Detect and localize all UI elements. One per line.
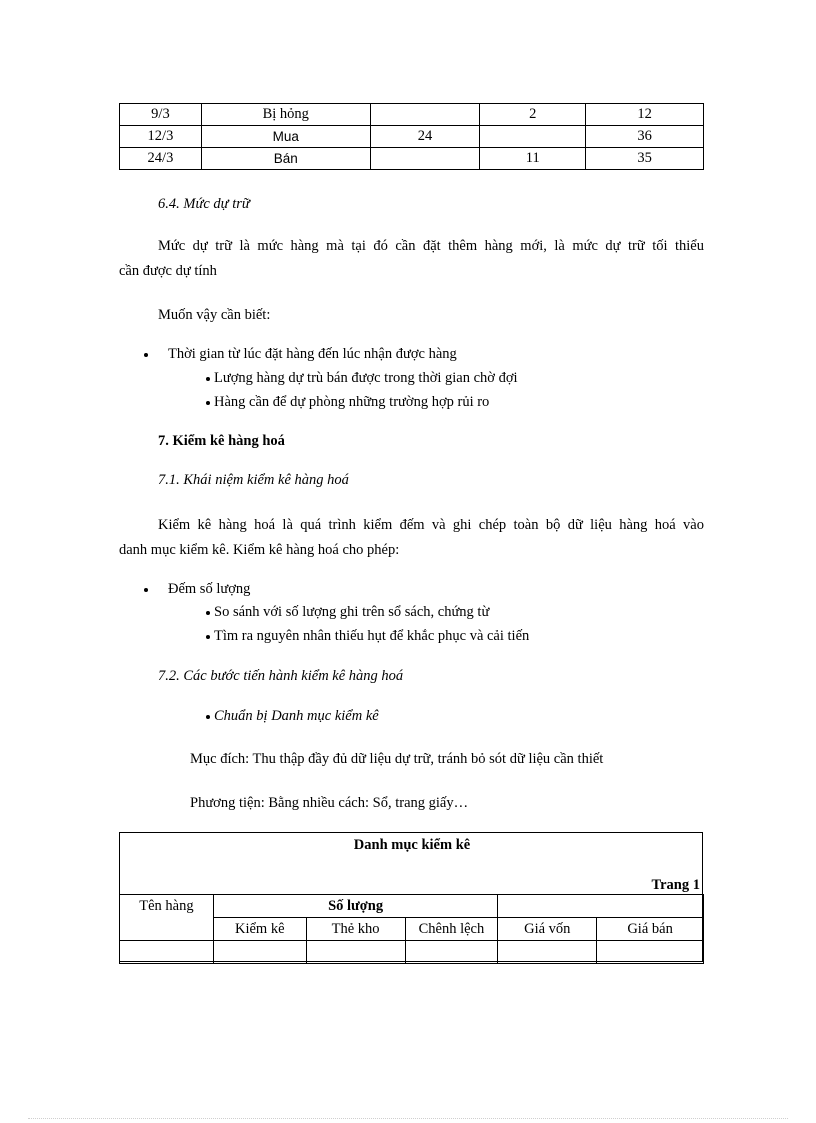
subcol-stock-card: Thẻ kho <box>306 918 405 941</box>
page-footer-line <box>28 1118 788 1119</box>
subcol-counted: Kiểm kê <box>213 918 306 941</box>
subcol-sale-price: Giá bán <box>597 918 704 941</box>
empty-cell <box>498 941 597 964</box>
table-row <box>120 126 704 148</box>
empty-cell <box>597 941 704 964</box>
empty-cell <box>213 941 306 964</box>
paragraph-6-4-line2: cần được dự tính <box>119 263 217 279</box>
purpose-text: Mục đích: Thu thập đầy đủ dữ liệu dự trữ, tránh bỏ sót dữ liệu cần thiết <box>190 751 604 767</box>
empty-cell <box>120 941 214 964</box>
paragraph-7-1-line2: danh mục kiểm kê. Kiểm kê hàng hoá cho phép: <box>119 542 400 558</box>
bullet-icon <box>144 581 152 598</box>
empty-cell <box>306 941 405 964</box>
description-cell: Bị hỏng <box>201 104 370 126</box>
date-cell: 24/3 <box>120 148 202 170</box>
inventory-form-title: Danh mục kiểm kê <box>353 837 471 853</box>
heading-7-2: 7.2. Các bước tiến hành kiểm kê hàng hoá <box>158 668 404 684</box>
bullet-icon <box>206 377 210 381</box>
table-row <box>120 148 704 170</box>
paragraph-7-1-line1: Kiểm kê hàng hoá là quá trình kiểm đếm và ghi chép toàn bộ dữ liệu hàng hoá vào <box>158 517 704 533</box>
need-know-text: Muốn vậy cần biết: <box>158 307 271 323</box>
balance-cell: 12 <box>586 104 704 126</box>
table-row <box>120 104 704 126</box>
heading-7: 7. Kiểm kê hàng hoá <box>158 433 285 449</box>
stock-movement-table <box>119 103 704 170</box>
inventory-form-page: Trang 1 <box>651 877 700 893</box>
step-prepare-list: Chuẩn bị Danh mục kiểm kê <box>206 708 379 725</box>
subcol-difference: Chênh lệch <box>405 918 498 941</box>
heading-7-1: 7.1. Khái niệm kiểm kê hàng hoá <box>158 472 349 488</box>
out-cell <box>480 126 586 148</box>
sub-bullet-safety-stock: Hàng cần để dự phòng những trường hợp rủi ro <box>206 394 489 411</box>
description-cell: Bán <box>201 148 370 170</box>
sub-bullet-find-cause: Tìm ra nguyên nhân thiếu hụt để khắc phục và cải tiến <box>206 628 529 645</box>
inventory-grid <box>119 894 704 964</box>
in-cell: 24 <box>370 126 480 148</box>
bullet-icon <box>206 635 210 639</box>
date-cell: 9/3 <box>120 104 202 126</box>
empty-cell <box>405 941 498 964</box>
out-cell: 11 <box>480 148 586 170</box>
balance-cell: 35 <box>586 148 704 170</box>
col-quantity: Số lượng <box>213 895 498 918</box>
description-cell: Mua <box>201 126 370 148</box>
in-cell <box>370 104 480 126</box>
heading-6-4: 6.4. Mức dự trữ <box>158 196 250 212</box>
bullet-count-quantity: Đếm số lượng <box>168 581 251 597</box>
bullet-icon <box>206 715 210 719</box>
sub-bullet-compare: So sánh với số lượng ghi trên sổ sách, chứng từ <box>206 604 489 621</box>
sub-bullet-expected-sales: Lượng hàng dự trù bán được trong thời gian chờ đợi <box>206 370 518 387</box>
col-product-name: Tên hàng <box>120 895 214 941</box>
col-price-group <box>498 895 704 918</box>
means-text: Phương tiện: Bằng nhiều cách: Sổ, trang giấy… <box>190 795 469 811</box>
bullet-icon <box>206 401 210 405</box>
subcol-cost-price: Giá vốn <box>498 918 597 941</box>
paragraph-6-4-line1: Mức dự trữ là mức hàng mà tại đó cần đặt thêm hàng mới, là mức dự trữ tối thiểu <box>158 238 704 254</box>
bullet-icon <box>206 611 210 615</box>
bullet-lead-time: Thời gian từ lúc đặt hàng đến lúc nhận được hàng <box>168 346 457 362</box>
out-cell: 2 <box>480 104 586 126</box>
bullet-icon <box>144 346 152 363</box>
in-cell <box>370 148 480 170</box>
date-cell: 12/3 <box>120 126 202 148</box>
balance-cell: 36 <box>586 126 704 148</box>
